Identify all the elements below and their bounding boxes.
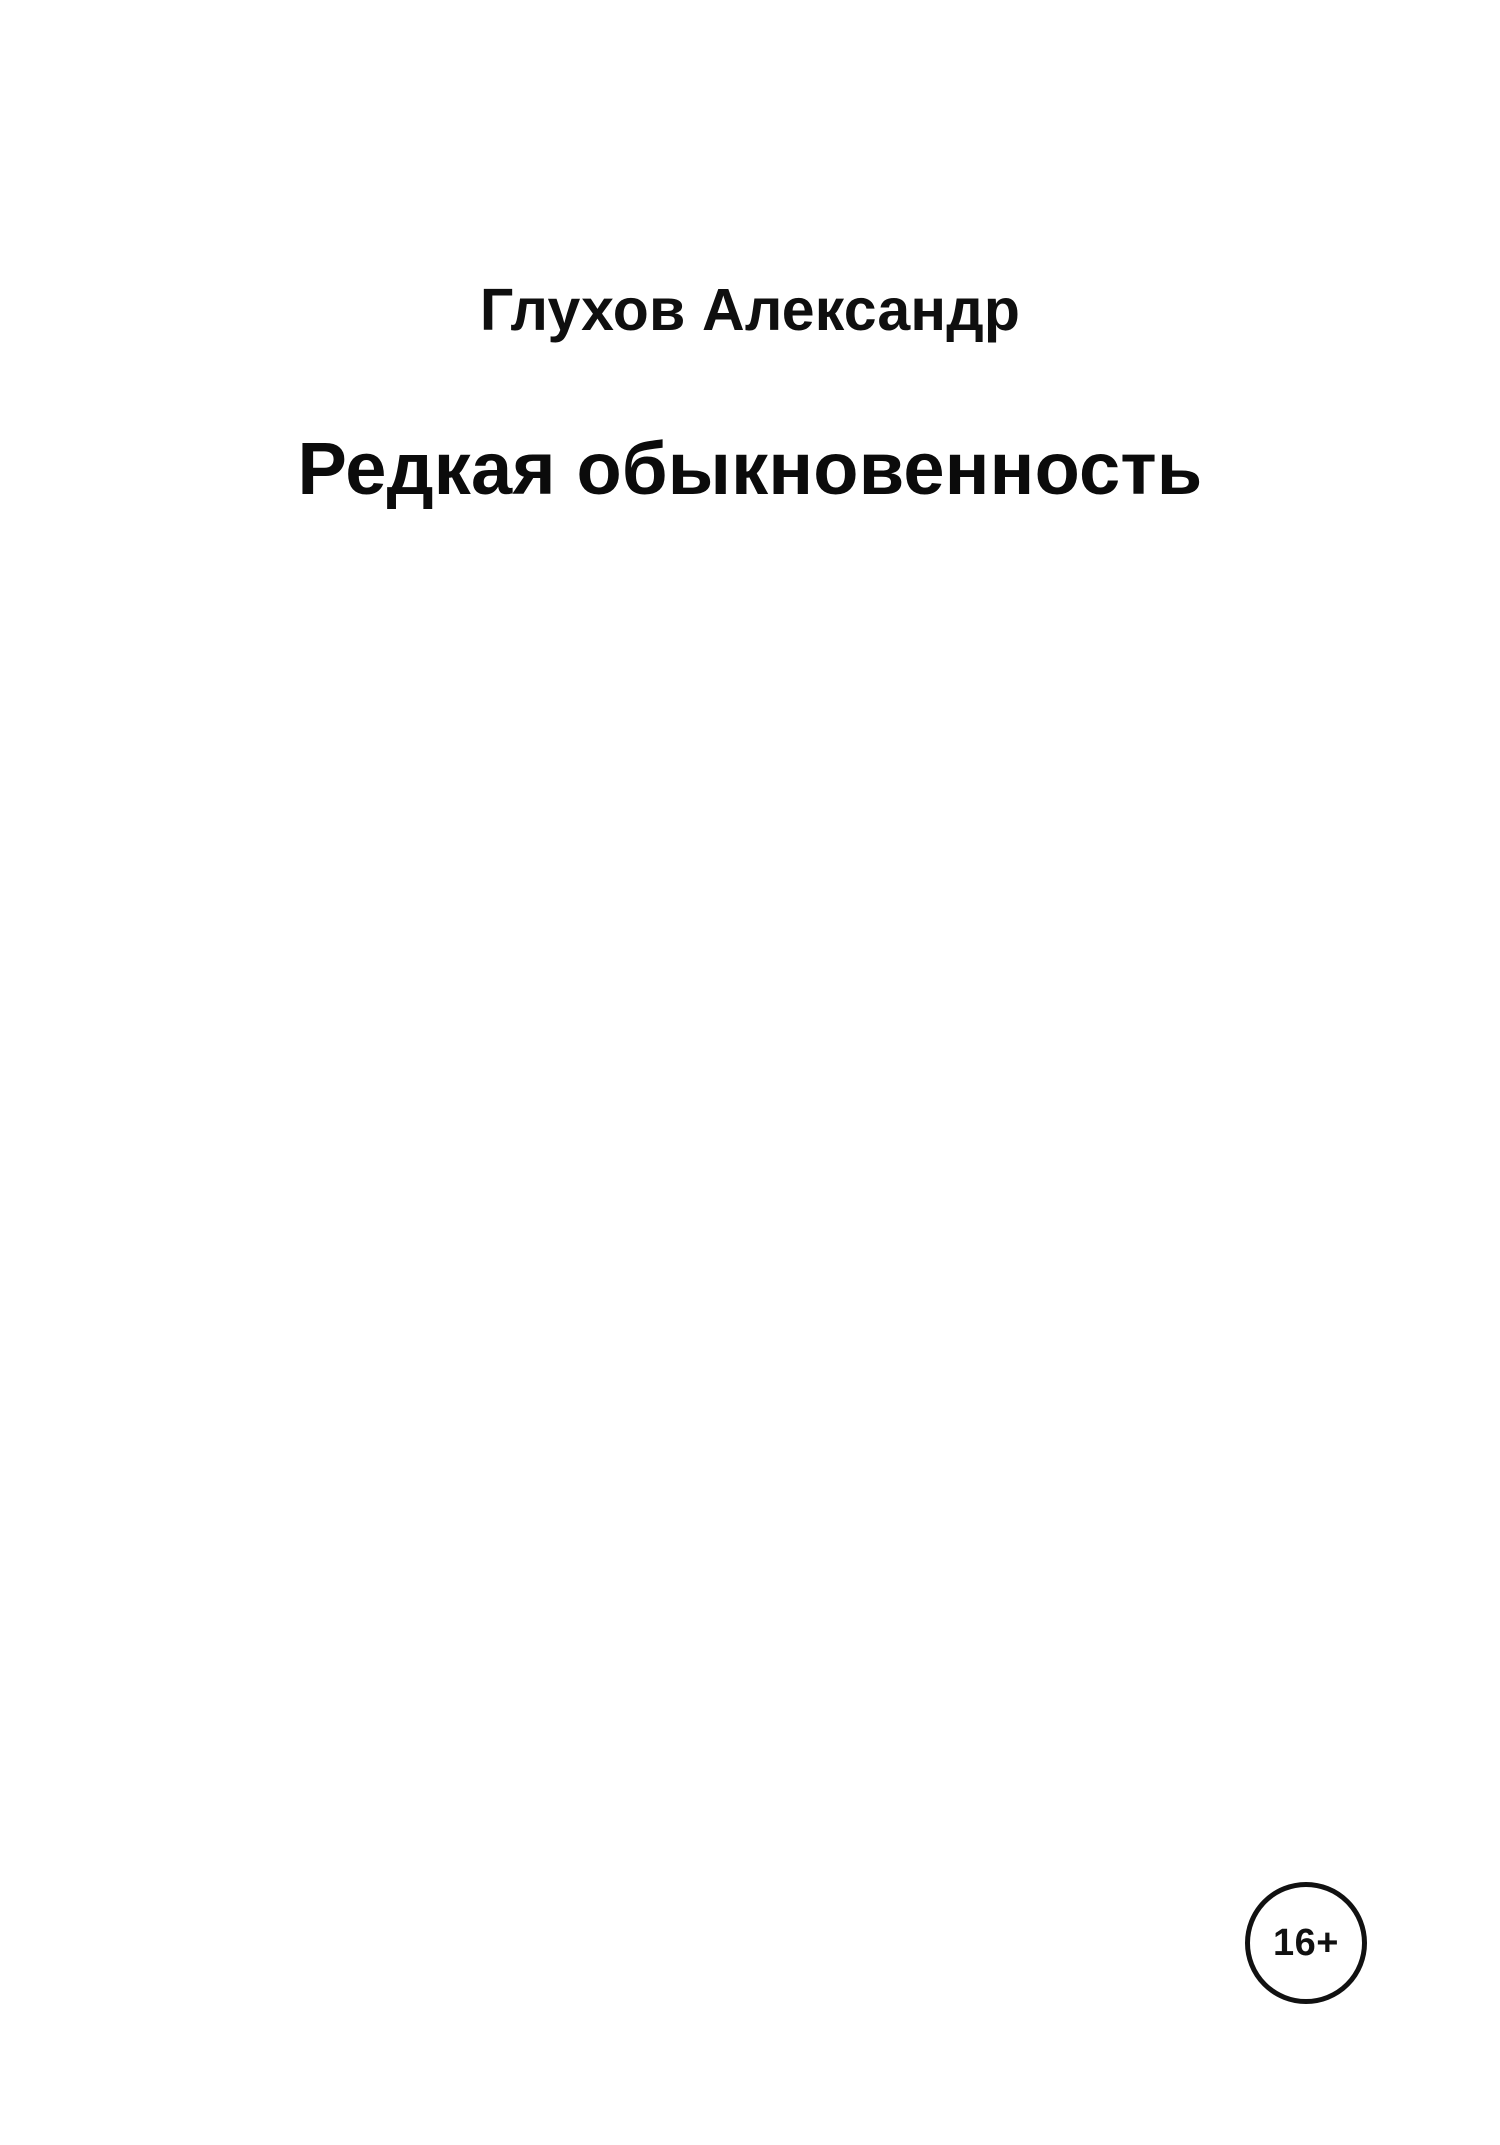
age-rating-label: 16+: [1273, 1922, 1339, 1964]
book-title: Редкая обыкновенность: [297, 427, 1203, 510]
age-rating-badge: [1245, 1882, 1367, 2004]
author-name: Глухов Александр: [479, 277, 1021, 343]
